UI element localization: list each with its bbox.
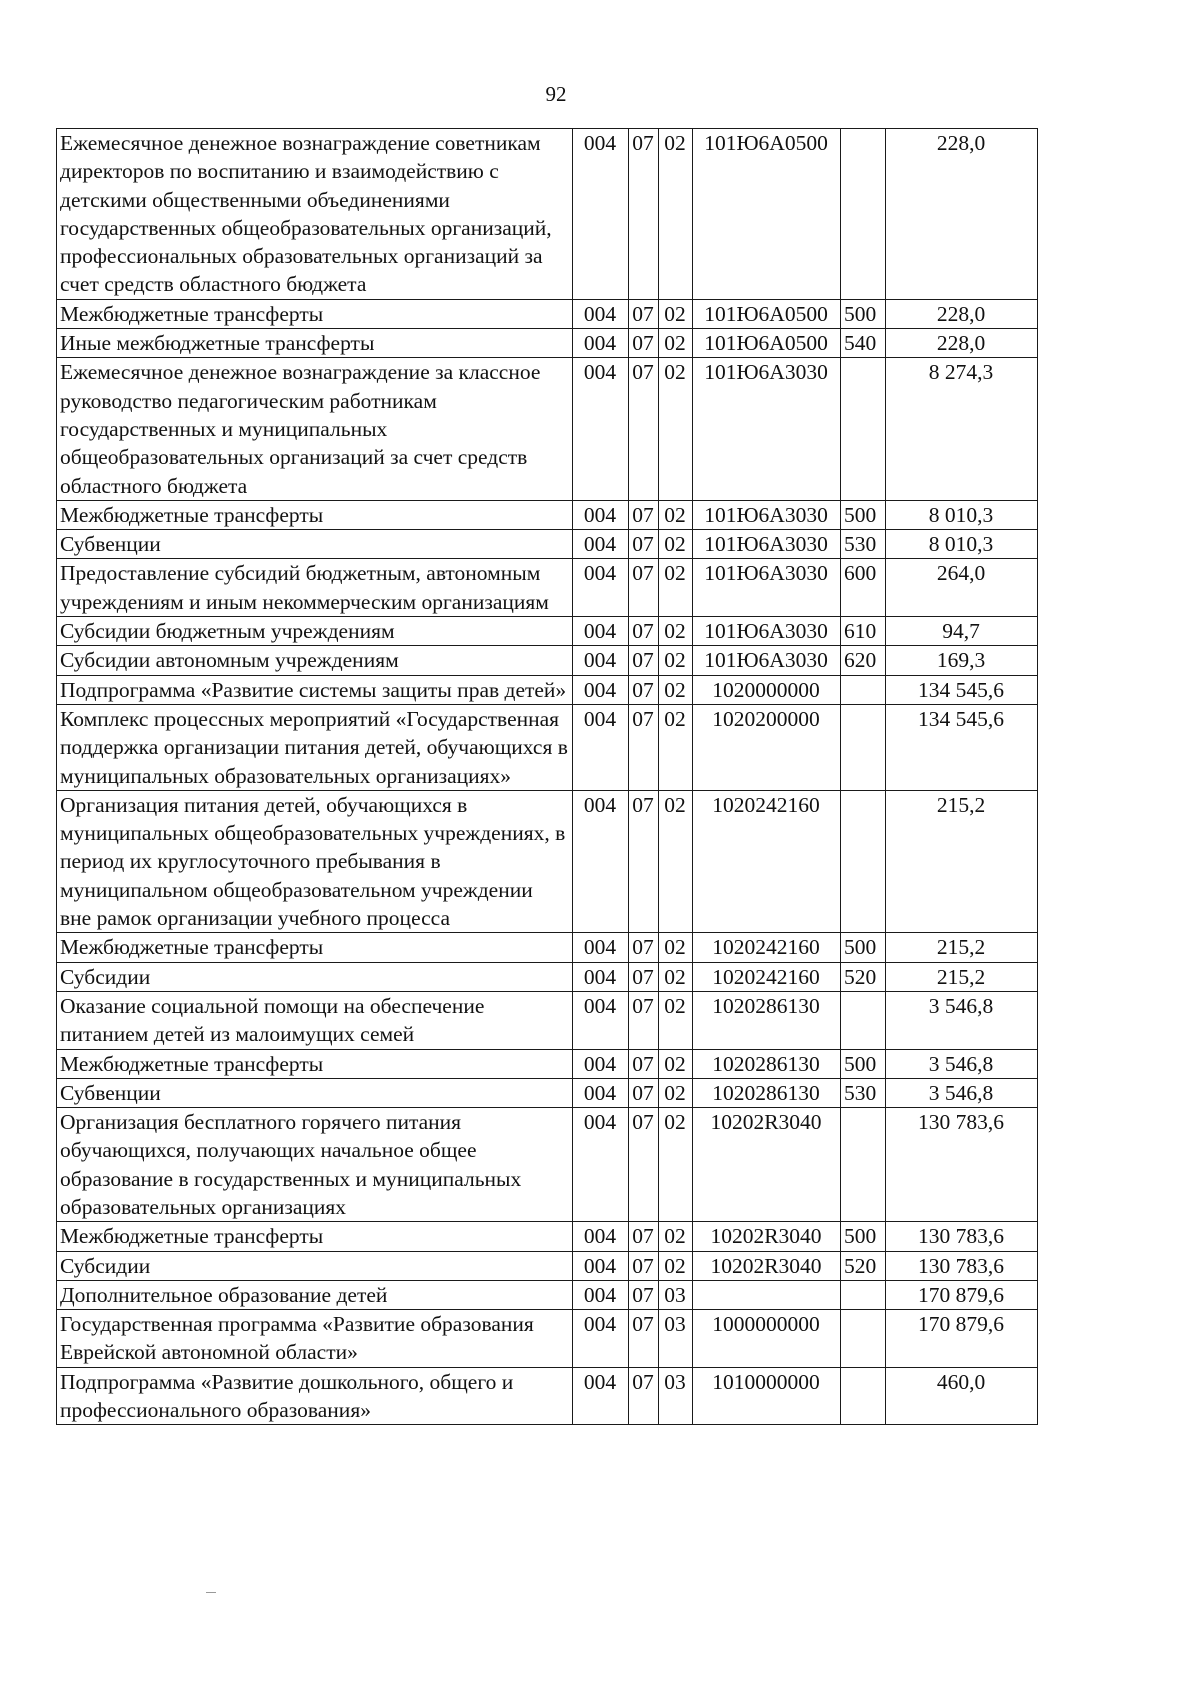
target-article-cell: 1020286130 — [693, 1078, 841, 1107]
target-article-cell: 101Ю6А3030 — [693, 530, 841, 559]
amount-cell: 8 010,3 — [886, 530, 1038, 559]
subsection-code-cell: 02 — [659, 991, 693, 1049]
target-article-cell: 101Ю6А3030 — [693, 559, 841, 617]
page-number: 92 — [545, 82, 567, 106]
admin-code-cell: 004 — [573, 1049, 629, 1078]
row-name-cell: Организация бесплатного горячего питания обучающихся, получающих начальное общее образование в государственных и муниципальных образовательных организациях — [57, 1108, 573, 1222]
section-code-cell: 07 — [629, 1310, 659, 1368]
budget-table-body — [57, 129, 1038, 1425]
section-code-cell: 07 — [629, 962, 659, 991]
amount-cell: 134 545,6 — [886, 675, 1038, 704]
section-code-cell: 07 — [629, 1108, 659, 1222]
expense-type-cell: 530 — [841, 530, 886, 559]
section-code-cell: 07 — [629, 704, 659, 790]
section-code-cell: 07 — [629, 675, 659, 704]
admin-code-cell: 004 — [573, 299, 629, 328]
row-name-cell: Ежемесячное денежное вознаграждение за классное руководство педагогическим работникам государственных и муниципальных общеобразовательных организаций за счет средств областного бюджета — [57, 358, 573, 500]
subsection-code-cell: 02 — [659, 962, 693, 991]
table-row — [57, 933, 1038, 962]
expense-type-cell: 500 — [841, 1222, 886, 1251]
target-article-cell: 101Ю6А0500 — [693, 329, 841, 358]
admin-code-cell: 004 — [573, 1078, 629, 1107]
amount-cell: 3 546,8 — [886, 1049, 1038, 1078]
admin-code-cell: 004 — [573, 559, 629, 617]
target-article-cell: 101Ю6А3030 — [693, 646, 841, 675]
expense-type-cell: 500 — [841, 933, 886, 962]
expense-type-cell — [841, 704, 886, 790]
subsection-code-cell: 02 — [659, 129, 693, 300]
expense-type-cell: 520 — [841, 1251, 886, 1280]
target-article-cell: 10202R3040 — [693, 1222, 841, 1251]
expense-type-cell — [841, 675, 886, 704]
row-name-cell: Межбюджетные трансферты — [57, 1049, 573, 1078]
subsection-code-cell: 02 — [659, 1078, 693, 1107]
target-article-cell: 10202R3040 — [693, 1108, 841, 1222]
table-row — [57, 1049, 1038, 1078]
admin-code-cell: 004 — [573, 500, 629, 529]
target-article-cell: 101Ю6А3030 — [693, 617, 841, 646]
section-code-cell: 07 — [629, 1049, 659, 1078]
table-row — [57, 299, 1038, 328]
row-name-cell: Субсидии — [57, 962, 573, 991]
expense-type-cell — [841, 1108, 886, 1222]
section-code-cell: 07 — [629, 617, 659, 646]
subsection-code-cell: 03 — [659, 1310, 693, 1368]
admin-code-cell: 004 — [573, 358, 629, 500]
budget-table — [56, 128, 1038, 1425]
admin-code-cell: 004 — [573, 646, 629, 675]
expense-type-cell — [841, 129, 886, 300]
admin-code-cell: 004 — [573, 1251, 629, 1280]
admin-code-cell: 004 — [573, 962, 629, 991]
table-row — [57, 1367, 1038, 1425]
table-row — [57, 1222, 1038, 1251]
expense-type-cell: 500 — [841, 299, 886, 328]
target-article-cell: 101Ю6А0500 — [693, 299, 841, 328]
subsection-code-cell: 02 — [659, 500, 693, 529]
amount-cell: 228,0 — [886, 329, 1038, 358]
target-article-cell: 101Ю6А3030 — [693, 500, 841, 529]
admin-code-cell: 004 — [573, 1280, 629, 1309]
amount-cell: 130 783,6 — [886, 1108, 1038, 1222]
subsection-code-cell: 02 — [659, 530, 693, 559]
amount-cell: 94,7 — [886, 617, 1038, 646]
row-name-cell: Субсидии автономным учреждениям — [57, 646, 573, 675]
row-name-cell: Организация питания детей, обучающихся в муниципальных общеобразовательных учреждениях, в период их круглосуточного пребывания в муниципальном общеобразовательном учреждении вне рамок организации учебного процесса — [57, 790, 573, 932]
admin-code-cell: 004 — [573, 675, 629, 704]
row-name-cell: Субвенции — [57, 530, 573, 559]
subsection-code-cell: 02 — [659, 1108, 693, 1222]
target-article-cell: 1020000000 — [693, 675, 841, 704]
row-name-cell: Предоставление субсидий бюджетным, автономным учреждениям и иным некоммерческим организациям — [57, 559, 573, 617]
admin-code-cell: 004 — [573, 1367, 629, 1425]
admin-code-cell: 004 — [573, 329, 629, 358]
subsection-code-cell: 03 — [659, 1367, 693, 1425]
row-name-cell: Межбюджетные трансферты — [57, 1222, 573, 1251]
expense-type-cell: 610 — [841, 617, 886, 646]
amount-cell: 460,0 — [886, 1367, 1038, 1425]
table-row — [57, 530, 1038, 559]
row-name-cell: Комплекс процессных мероприятий «Государственная поддержка организации питания детей, обучающихся в муниципальных образовательных организациях» — [57, 704, 573, 790]
amount-cell: 134 545,6 — [886, 704, 1038, 790]
section-code-cell: 07 — [629, 1078, 659, 1107]
row-name-cell: Межбюджетные трансферты — [57, 500, 573, 529]
expense-type-cell: 500 — [841, 500, 886, 529]
admin-code-cell: 004 — [573, 530, 629, 559]
admin-code-cell: 004 — [573, 933, 629, 962]
amount-cell: 8 274,3 — [886, 358, 1038, 500]
admin-code-cell: 004 — [573, 704, 629, 790]
admin-code-cell: 004 — [573, 1108, 629, 1222]
row-name-cell: Субсидии — [57, 1251, 573, 1280]
target-article-cell: 1020242160 — [693, 933, 841, 962]
subsection-code-cell: 02 — [659, 675, 693, 704]
target-article-cell: 101Ю6А0500 — [693, 129, 841, 300]
subsection-code-cell: 02 — [659, 1251, 693, 1280]
section-code-cell: 07 — [629, 129, 659, 300]
subsection-code-cell: 02 — [659, 790, 693, 932]
table-row — [57, 704, 1038, 790]
admin-code-cell: 004 — [573, 790, 629, 932]
amount-cell: 169,3 — [886, 646, 1038, 675]
expense-type-cell: 620 — [841, 646, 886, 675]
section-code-cell: 07 — [629, 530, 659, 559]
section-code-cell: 07 — [629, 559, 659, 617]
amount-cell: 3 546,8 — [886, 1078, 1038, 1107]
table-row — [57, 500, 1038, 529]
row-name-cell: Подпрограмма «Развитие дошкольного, общего и профессионального образования» — [57, 1367, 573, 1425]
admin-code-cell: 004 — [573, 1310, 629, 1368]
subsection-code-cell: 02 — [659, 559, 693, 617]
section-code-cell: 07 — [629, 646, 659, 675]
expense-type-cell: 540 — [841, 329, 886, 358]
target-article-cell: 1000000000 — [693, 1310, 841, 1368]
target-article-cell: 1020200000 — [693, 704, 841, 790]
row-name-cell: Подпрограмма «Развитие системы защиты прав детей» — [57, 675, 573, 704]
expense-type-cell: 600 — [841, 559, 886, 617]
section-code-cell: 07 — [629, 1222, 659, 1251]
expense-type-cell — [841, 1367, 886, 1425]
subsection-code-cell: 02 — [659, 617, 693, 646]
table-row — [57, 646, 1038, 675]
amount-cell: 130 783,6 — [886, 1251, 1038, 1280]
subsection-code-cell: 02 — [659, 299, 693, 328]
amount-cell: 228,0 — [886, 299, 1038, 328]
section-code-cell: 07 — [629, 358, 659, 500]
subsection-code-cell: 02 — [659, 704, 693, 790]
target-article-cell: 1020242160 — [693, 790, 841, 932]
section-code-cell: 07 — [629, 500, 659, 529]
section-code-cell: 07 — [629, 299, 659, 328]
expense-type-cell — [841, 790, 886, 932]
target-article-cell — [693, 1280, 841, 1309]
row-name-cell: Субвенции — [57, 1078, 573, 1107]
expense-type-cell: 530 — [841, 1078, 886, 1107]
amount-cell: 170 879,6 — [886, 1280, 1038, 1309]
row-name-cell: Оказание социальной помощи на обеспечение питанием детей из малоимущих семей — [57, 991, 573, 1049]
table-row — [57, 559, 1038, 617]
table-row — [57, 1310, 1038, 1368]
amount-cell: 215,2 — [886, 933, 1038, 962]
target-article-cell: 10202R3040 — [693, 1251, 841, 1280]
expense-type-cell: 500 — [841, 1049, 886, 1078]
section-code-cell: 07 — [629, 1367, 659, 1425]
section-code-cell: 07 — [629, 933, 659, 962]
admin-code-cell: 004 — [573, 1222, 629, 1251]
target-article-cell: 1020286130 — [693, 1049, 841, 1078]
row-name-cell: Иные межбюджетные трансферты — [57, 329, 573, 358]
row-name-cell: Дополнительное образование детей — [57, 1280, 573, 1309]
expense-type-cell: 520 — [841, 962, 886, 991]
target-article-cell: 1020286130 — [693, 991, 841, 1049]
table-row — [57, 790, 1038, 932]
admin-code-cell: 004 — [573, 129, 629, 300]
expense-type-cell — [841, 991, 886, 1049]
amount-cell: 264,0 — [886, 559, 1038, 617]
row-name-cell: Межбюджетные трансферты — [57, 299, 573, 328]
row-name-cell: Субсидии бюджетным учреждениям — [57, 617, 573, 646]
amount-cell: 170 879,6 — [886, 1310, 1038, 1368]
subsection-code-cell: 03 — [659, 1280, 693, 1309]
amount-cell: 215,2 — [886, 962, 1038, 991]
amount-cell: 130 783,6 — [886, 1222, 1038, 1251]
subsection-code-cell: 02 — [659, 329, 693, 358]
admin-code-cell: 004 — [573, 617, 629, 646]
table-row — [57, 1078, 1038, 1107]
row-name-cell: Ежемесячное денежное вознаграждение советникам директоров по воспитанию и взаимодействию с детскими общественными объединениями государственных общеобразовательных организаций, профессиональных образовательных организаций за счет средств областного бюджета — [57, 129, 573, 300]
expense-type-cell — [841, 1280, 886, 1309]
section-code-cell: 07 — [629, 991, 659, 1049]
table-row — [57, 329, 1038, 358]
amount-cell: 228,0 — [886, 129, 1038, 300]
subsection-code-cell: 02 — [659, 358, 693, 500]
section-code-cell: 07 — [629, 1280, 659, 1309]
row-name-cell: Межбюджетные трансферты — [57, 933, 573, 962]
amount-cell: 8 010,3 — [886, 500, 1038, 529]
section-code-cell: 07 — [629, 329, 659, 358]
table-row — [57, 675, 1038, 704]
table-row — [57, 1251, 1038, 1280]
section-code-cell: 07 — [629, 1251, 659, 1280]
subsection-code-cell: 02 — [659, 646, 693, 675]
scan-mark — [206, 1592, 216, 1593]
table-row — [57, 358, 1038, 500]
expense-type-cell — [841, 358, 886, 500]
subsection-code-cell: 02 — [659, 1222, 693, 1251]
target-article-cell: 101Ю6А3030 — [693, 358, 841, 500]
table-row — [57, 617, 1038, 646]
table-row — [57, 1280, 1038, 1309]
subsection-code-cell: 02 — [659, 933, 693, 962]
table-row — [57, 991, 1038, 1049]
amount-cell: 3 546,8 — [886, 991, 1038, 1049]
section-code-cell: 07 — [629, 790, 659, 932]
expense-type-cell — [841, 1310, 886, 1368]
amount-cell: 215,2 — [886, 790, 1038, 932]
table-row — [57, 129, 1038, 300]
subsection-code-cell: 02 — [659, 1049, 693, 1078]
target-article-cell: 1010000000 — [693, 1367, 841, 1425]
table-row — [57, 1108, 1038, 1222]
row-name-cell: Государственная программа «Развитие образования Еврейской автономной области» — [57, 1310, 573, 1368]
table-row — [57, 962, 1038, 991]
admin-code-cell: 004 — [573, 991, 629, 1049]
target-article-cell: 1020242160 — [693, 962, 841, 991]
